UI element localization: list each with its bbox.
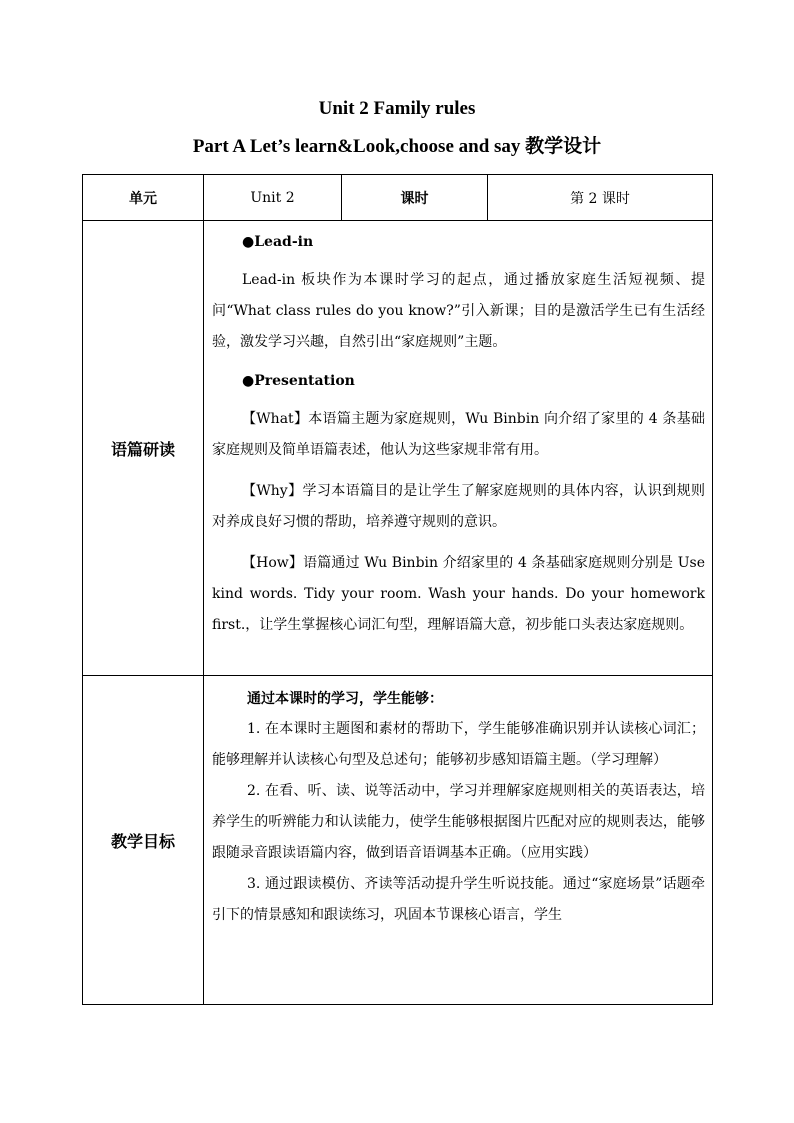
reading-label-cell: 语篇研读	[83, 221, 204, 676]
table-row-reading	[83, 221, 713, 676]
presentation-heading: ●Presentation	[242, 373, 355, 389]
objective-item-1: 1. 在本课时主题图和素材的帮助下，学生能够准确识别并认读核心词汇；能够理解并认读核心句型及总述句；能够初步感知语篇主题。（学习理解）	[212, 721, 705, 768]
why-paragraph: 【Why】学习本语篇目的是让学生了解家庭规则的具体内容，认识到规则对养成良好习惯的帮助，培养遵守规则的意识。	[212, 483, 705, 530]
what-paragraph: 【What】本语篇主题为家庭规则，Wu Binbin 向介绍了家里的 4 条基础家庭规则及简单语篇表述，他认为这些家规非常有用。	[212, 411, 705, 458]
document-subtitle: Part A Let’s learn&Look,choose and say 教学设计	[192, 136, 602, 157]
lesson-label-cell: 课时	[342, 175, 488, 221]
table-row-objectives	[83, 676, 713, 1005]
objectives-label-cell: 教学目标	[83, 676, 204, 1005]
unit-value-cell: Unit 2	[204, 175, 342, 221]
objective-item-2: 2. 在看、听、读、说等活动中，学习并理解家庭规则相关的英语表达，培养学生的听辨能力和认读能力，使学生能够根据图片匹配对应的规则表达，能够跟随录音跟读语篇内容，做到语音语调基本正确。（应用实践）	[212, 783, 705, 861]
lesson-value-cell: 第 2 课时	[488, 175, 713, 221]
how-paragraph: 【How】语篇通过 Wu Binbin 介绍家里的 4 条基础家庭规则分别是 Use kind words. Tidy your room. Wash your hands. Do your homework first.，让学生掌握核心词汇句型，理解语篇大意，初步能口头表达家庭规则。	[212, 555, 705, 633]
document-title: Unit 2 Family rules	[318, 98, 476, 119]
objectives-content-cell	[204, 676, 713, 1005]
leadin-paragraph: Lead-in 板块作为本课时学习的起点，通过播放家庭生活短视频、提问“What class rules do you know?”引入新课；目的是激活学生已有生活经验，激发学习兴趣，自然引出“家庭规则”主题。	[212, 272, 705, 350]
unit-label-cell: 单元	[83, 175, 204, 221]
objectives-intro: 通过本课时的学习，学生能够：	[247, 691, 443, 707]
lesson-plan-table	[82, 174, 713, 1005]
table-header-row	[83, 175, 713, 221]
objective-item-3: 3. 通过跟读模仿、齐读等活动提升学生听说技能。通过“家庭场景”话题牵引下的情景感知和跟读练习，巩固本节课核心语言，学生	[212, 876, 705, 923]
leadin-heading: ●Lead-in	[242, 234, 314, 250]
reading-content-cell	[204, 221, 713, 676]
